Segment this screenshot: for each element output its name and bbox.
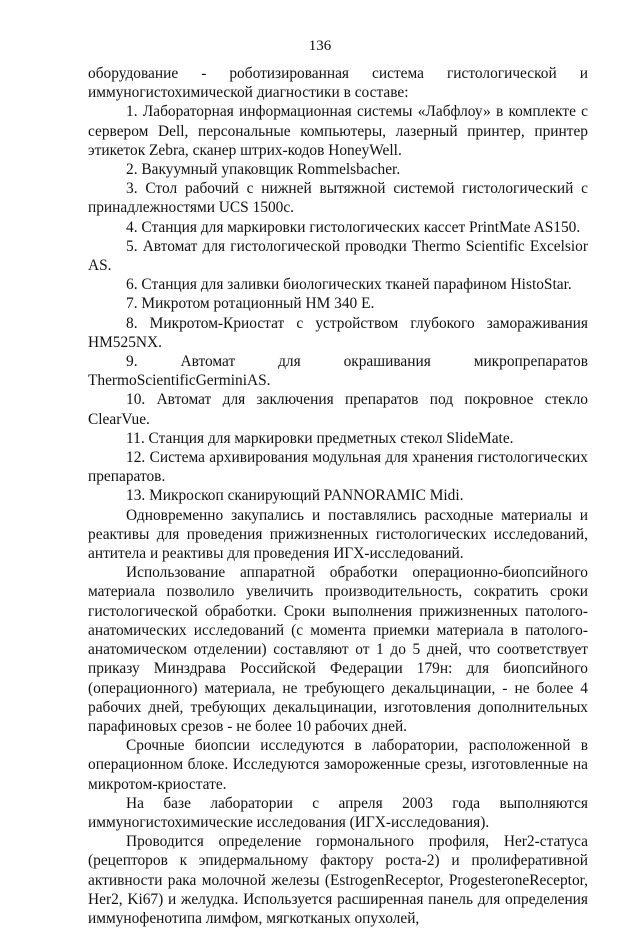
list-item-1: 1. Лабораторная информационная системы «Лабфлоу» в комплекте с сервером Dell, персональные компьютеры, лазерный принтер, принтер этикеток Zebra, сканер штрих-кодов HoneyWell. — [88, 103, 588, 159]
list-item-13: 13. Микроскоп сканирующий PANNORAMIC Midi. — [126, 487, 464, 505]
list-item-11: 11. Станция для маркировки предметных стекол SlideMate. — [126, 429, 514, 447]
paragraph-ihc-since-2003: На базе лаборатории с апреля 2003 года выполняются иммуногистохимические исследования (ИГХ-исследования). — [88, 794, 588, 831]
intro-paragraph: оборудование - роботизированная система гистологической и иммуногистохимической диагностики в составе: — [88, 65, 588, 102]
paragraph-urgent-biopsies: Срочные биопсии исследуются в лаборатории, расположенной в операционном блоке. Исследуются замороженные срезы, изготовленные на микротом-криостате. — [88, 737, 588, 793]
list-item-7: 7. Микротом ротационный HM 340 E. — [126, 295, 375, 313]
list-item-2: 2. Вакуумный упаковщик Rommelsbacher. — [126, 161, 401, 179]
list-item-8: 8. Микротом-Криостат с устройством глубокого замораживания HM525NX. — [88, 314, 588, 351]
page-number: 136 — [308, 38, 332, 54]
paragraph-hardware-processing: Использование аппаратной обработки операционно-биопсийного материала позволило увеличить производительность, сократить сроки гистологической обработки. Сроки выполнения прижизненных патолого-анатомических исследований (с момента приемки материала в патолого-анатомическом отделении) составляют от 1 до 5 дней, что соответствует приказу Минздрава Российской Федерации 179н: для биопсийного (операционного) материала, не требующего декальцинации, - не более 4 рабочих дней, требующих декальцинации, изготовления дополнительных парафиновых срезов - не более 10 рабочих дней. — [88, 564, 588, 735]
list-item-9: 9. Автомат для окрашивания микропрепаратов ThermoScientificGerminiAS. — [88, 353, 588, 390]
paragraph-consumables: Одновременно закупались и поставлялись расходные материалы и реактивы для проведения прижизненных гистологических исследований, антитела и реактивы для проведения ИГХ-исследований. — [88, 506, 588, 563]
body-text — [88, 64, 588, 928]
list-item-6: 6. Станция для заливки биологических тканей парафином HistoStar. — [126, 276, 572, 294]
paragraph-hormonal-profile: Проводится определение гормонального профиля, Her2-статуса (рецепторов к эпидермальному фактору роста-2) и пролиферативной активности рака молочной железы (EstrogenReceptor, ProgesteroneReceptor, Her2, Ki67) и желудка. Используется расширенная панель для определения иммунофенотипа лимфом, мягкотканых опухолей, — [88, 833, 588, 927]
list-item-3: 3. Стол рабочий с нижней вытяжной системой гистологический с принадлежностями UCS 1500c. — [88, 180, 588, 217]
list-item-4: 4. Станция для маркировки гистологических кассет PrintMate AS150. — [126, 218, 581, 236]
list-item-5: 5. Автомат для гистологической проводки Thermo Scientific Excelsior AS. — [88, 237, 588, 275]
list-item-12: 12. Система архивирования модульная для хранения гистологических препаратов. — [88, 449, 588, 486]
list-item-10: 10. Автомат для заключения препаратов под покровное стекло ClearVue. — [88, 391, 588, 428]
